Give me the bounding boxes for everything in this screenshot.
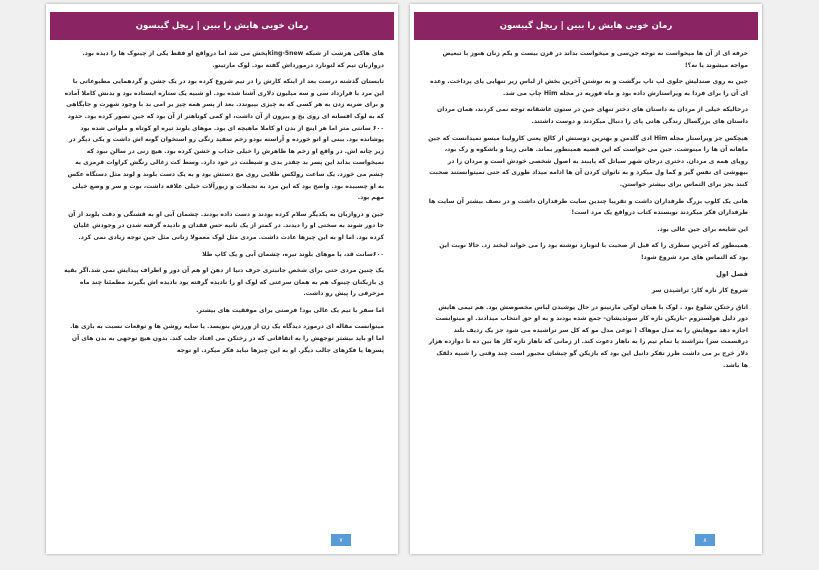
page-body (428, 48, 748, 530)
paragraph: این شایعه برای جین عالی بود. (657, 225, 748, 233)
paragraph: تابستان گذشته درست بعد از اینکه کارش را در تیم شروع کرده بود در یک جشن و گردهمایی مطبوعاتی با این مرد با قرارداد سی و سه میلیون دلاری آشنا شده بود. او شبیه یک ستاره ایستاده بود و بدنش کاملا آماده و برای ضربه زدن به هر کسی که به چیزی بپیوندد. بعد از پسر همه چیز بر امی بد با وجود شهرت و جایگاهی که به لوک افسانه ای روی یخ و بیرون از آن داشت، او کمی کوتاهتر از آن بود که جین تصور کرده بود. حدود ۶۰۰ سانتی متر اما هر اینچ از بدن او کاملا ماهیچه ای بود. موهای بلوند تیره او کوتاه و ملوانی شده بود پوشانده بود. بینی او اتو خورده و آراسته بودو زخم سفید رنگی رو استخوان گونه اش داشت و یکی دیگر در زیر چانه اش. در واقع او زخم ها ظاهرش را خیلی جذاب و خشن کرده بود. هیچ زنی در سالن نبود که نمیخواست بداند این پسر بد چقدر بدی و شیطنت در خود دارد. وسط کت زغالی رنگش کراوات قرمزی به چشم می خورد. یک ساعت رولکس طلایی روی مچ دستش بود و به یک دست بلوند و لوند مثل دستگاه عکس به او چسبیده بود. واضح بود که این مرد به تجملات و زیورآلات خیلی علاقه داشت، بوت و سر و وضع خیلی مهم بود. (64, 78, 384, 202)
paragraph: همینطور که آخرین سطری را که قبل از صحبت با لتونارد نوشته بود را می خواند لبخند زد. حالا نوبت این بود که التماس های مرد شروع شود! (439, 242, 748, 261)
chapter-title: فصل اول (715, 269, 748, 278)
paragraph: اما سفر با تیم یک عالی بود! فرصتی برای موفقیت های بیشتر. (196, 306, 384, 314)
page-header (414, 12, 758, 40)
paragraph: اتاق رختکن شلوغ بود . لوک با همان لوکی مارتینو در حال پوشیدن لباس مخصوصش بود. هم تیمی هایش دور دلیل هولستروم -بازیکن تازه کار سوئدیشان- جمع شده بودند و به او حق انتخاب میدادند. او میتوانست اجازه دهد موهایش را به مدل موهاک ( نوعی مدل مو که کل سر تراشیده می شود جز یک ردیف بلند درقسمت سر) بتراشند یا تمام تیم را به ناهار دعوت کند. از زمانی که ناهار تازه کار ها بین ده تا دوازده هزار دلار خرج بر می داشت طرز تفکر دانیل این بود که بازیکن گو چیشان مجبور است چند وقتی را شبیه دلقک ها باشد. (428, 303, 748, 369)
paragraph: جین و دروازبان به یکدیگر سلام کرده بودند و دست داده بودند. چشمان آبی او به قشنگی و دقت بلوند از آن جا دور شوند به سختی او را دیدند. در کمتر از یک ثانیه حس فقدان و نادیده گرفته شدن در وجودش غلیان کرده بود. اما او به این چیزها عادت داشت. مردی مثل لوک معمولا زنانی مثل جین توجه زیادی نمی کرد. (68, 210, 384, 241)
paragraph: یک چنین مردی حتی برای شخص جانبتری حرف دنیا از دهن او هم آن دور و اطراف پیدایش نمی شد.اگر بقیه ی بازیکنان چینوک هم به همان سرعتی که لوک او را نادیده گرفته بود نادیده اش بگیرند مطمئنا چند ماه مزخرفی را پیش رو داشت. (64, 267, 384, 298)
page-header (50, 12, 394, 40)
document-page-right (410, 4, 762, 554)
paragraph: هانی یک کلوپ بزرگ طرفداران داشت و تقریبا چندین سایت طرفداران داشت و در نصف بیشتر آن سایت ها طرفداران فکر میکردند نویسنده کتاب درواقع یک مرد است! (428, 197, 748, 217)
paragraph: های هاکی هرشب از شبکه king-5newپخش می شد اما درواقع او فقط یکی از چینوک ها را دیده بود. دروازبان تیم که لتونارد درمورداش گفته بود. لوک مارتینو. (82, 50, 384, 69)
paragraph: درحالیکه خیلی از مردان به داستان های دختر تنهای جین در ستون عاشقانه توجه نمی کردند، همان مردان داستان های بزرگسال زندگی هانی پای را دنبال میکردند و دوست داشتند. (437, 106, 748, 125)
chapter-subtitle: شروع کار تازه کار: تراشیدن سر (651, 287, 748, 295)
paragraph: جین به روی صندلیش جلوی لپ تاپ برگشت و به نوشتن آخرین بخش از لباس زیر تنهایی پای پرداخت. وعده ای آن را برای فردا به ویراستارش داده بود و ماه فوریه در مجله Him چاپ می شد. (430, 78, 748, 97)
page-body (64, 48, 384, 530)
page-number: ۸ (695, 534, 715, 546)
document-page-left (46, 4, 398, 554)
page-number: ۷ (331, 534, 351, 546)
paragraph: حرفه ای از آن ها میخواست نه توجه جن‌سی و میخواست بداند در قرن بیست و یکم زنان هنوز با تبعیض مواجه میشوند یا نه؟! (442, 50, 748, 69)
paragraph: هیچکس جز ویراستار مجله Him ادی گلدمن و بهترین دوستش از کالج یعنی کارولینا میسو نمیدانست که جین ماهانه آن ها را مینوشت. جین می خواست که این قضیه همینطور بماند. هانی زیبا و باشکوه و رک بود، رویای همه ی مردان. دختری درجان شهر سیاتل که پایبند به اصول شخصی خودش است و مردان را در بیهوشی ای نفس گیر و کما ول میکرد و به ناتوان کردن آن ها ادامه میداد طوری که حتی نمیتوانستند صحبت کنند بجز برای التماس برای بیشتر خواستن. (428, 134, 748, 188)
page-header-title: رمان خوبی هایش را ببین | ریچل گیبسون (135, 21, 309, 31)
paragraph: ۶۰۰سانت قد، با موهای بلوند تیره، چشمان آبی و یک کاپ طلا (202, 250, 384, 258)
paragraph: میتوانست مقاله ای درمورد دیدگاه یک زن از ورزش بنویسد. یا سایه روشن ها و توقعات نسبت به بازی ها. اما او باید بیشتر توجهش را به اتفاقاتی که در رختکن می افتاد جلب کند. بدون هیچ توجهی به بدن های آن پسرها یا فکرهای جالب دیگر. او به این چیزها نباید فکر میکرد. او توجه (70, 323, 384, 354)
page-header-title: رمان خوبی هایش را ببین | ریچل گیبسون (499, 21, 673, 31)
